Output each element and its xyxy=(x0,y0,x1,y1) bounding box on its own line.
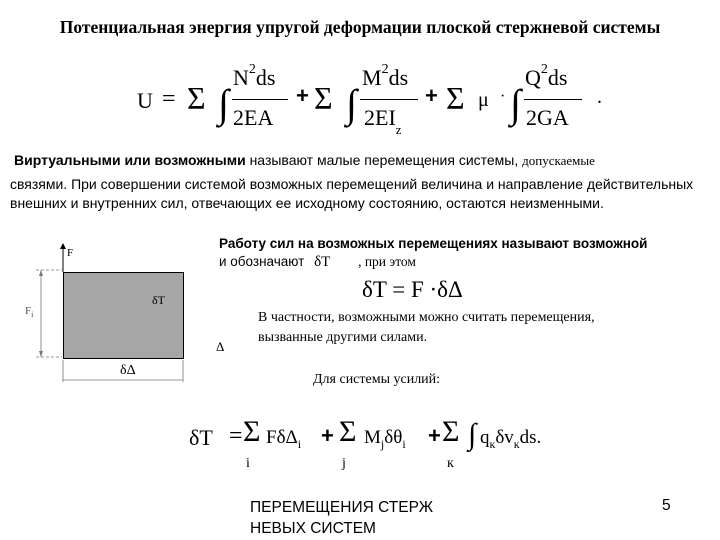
label-delta-right: Δ xyxy=(216,339,225,354)
label-delta-t: δT xyxy=(152,293,165,307)
f3-index-i: i xyxy=(246,456,250,471)
term3-numerator: $Q^2ds$ xyxy=(525,61,568,90)
term2-denominator: $2EI_z$ xyxy=(364,105,402,138)
plus-sign-1: + xyxy=(296,83,309,108)
label-f-top: F xyxy=(67,247,74,259)
formula-u: U xyxy=(137,88,153,113)
f3-lhs: δT xyxy=(189,425,213,450)
virtual-work-formula: δT = F ·δΔ xyxy=(362,277,463,302)
f3-sum-3: Σ xyxy=(442,415,460,448)
dot-symbol: · xyxy=(500,88,506,105)
formula-eq: = xyxy=(162,86,176,112)
f3-index-j: j xyxy=(342,456,346,471)
label-delta-bottom: δΔ xyxy=(120,363,136,378)
note-line-1: В частности, возможными можно считать перемещения, xyxy=(258,310,595,325)
term3-denominator: 2GA xyxy=(526,105,569,130)
work-bold-line: Работу сил на возможных перемещениях называют возможной xyxy=(219,236,648,251)
label-f-side: $F_i$ xyxy=(25,305,34,320)
deformed-body-rectangle xyxy=(63,272,184,359)
mu-symbol: μ xyxy=(478,89,489,111)
footer-title xyxy=(250,497,433,539)
term1-numerator: $N^2ds$ xyxy=(233,61,276,90)
term1-denominator: 2EA xyxy=(233,105,274,130)
f3-plus-1: + xyxy=(321,423,334,448)
work-symbol: δT xyxy=(314,254,331,270)
f3-term2: $M_j\delta\theta_i$ xyxy=(364,427,406,451)
f3-term3: $q_к\delta v_кds$. xyxy=(480,427,542,451)
note-line-2: вызванные другими силами. xyxy=(258,330,428,345)
f3-integral: ∫ xyxy=(468,418,477,451)
work-line-end: , при этом xyxy=(358,254,416,269)
definition-small-text: допускаемые xyxy=(522,153,595,168)
page-number: 5 xyxy=(662,497,671,514)
definition-bold-term: Виртуальными или возможными xyxy=(14,152,246,168)
slide-title: Потенциальная энергия упругой деформации плоской стержневой системы xyxy=(59,17,661,37)
f3-plus-2: + xyxy=(428,423,441,448)
definition-text-1: называют малые перемещения системы, xyxy=(245,152,523,168)
force-arrow-head xyxy=(60,243,66,249)
integral-sign-3: ∫ xyxy=(510,81,521,126)
footer-line-1: ПЕРЕМЕЩЕНИЯ СТЕРЖ xyxy=(250,499,434,516)
f3-index-k: к xyxy=(447,456,454,471)
sum-sign-3: Σ xyxy=(446,80,465,116)
f3-term1: FδΔ$_i$ xyxy=(266,427,302,451)
system-label: Для системы усилий: xyxy=(313,372,441,387)
plus-sign-2: + xyxy=(425,83,438,108)
sum-sign-2: Σ xyxy=(314,80,333,116)
integral-sign-2: ∫ xyxy=(346,81,357,126)
footer-line-2: НЕВЫХ СИСТЕМ xyxy=(250,520,376,537)
term2-numerator: $M^2ds$ xyxy=(362,61,409,90)
f3-sum-2: Σ xyxy=(339,415,357,448)
sum-sign-1: Σ xyxy=(187,80,206,116)
f3-sum-1: Σ xyxy=(243,415,261,448)
formula-end-dot: . xyxy=(597,86,602,108)
work-denote-text: и обозначают xyxy=(219,254,305,269)
integral-sign-1: ∫ xyxy=(218,81,229,126)
f3-eq: = xyxy=(229,423,243,449)
definition-text-2: связями. При совершении системой возможных перемещений величина и направление действительных внешних и внутренних сил, отвечающих ее исходному состоянию, остаются неизменными. xyxy=(10,176,694,211)
